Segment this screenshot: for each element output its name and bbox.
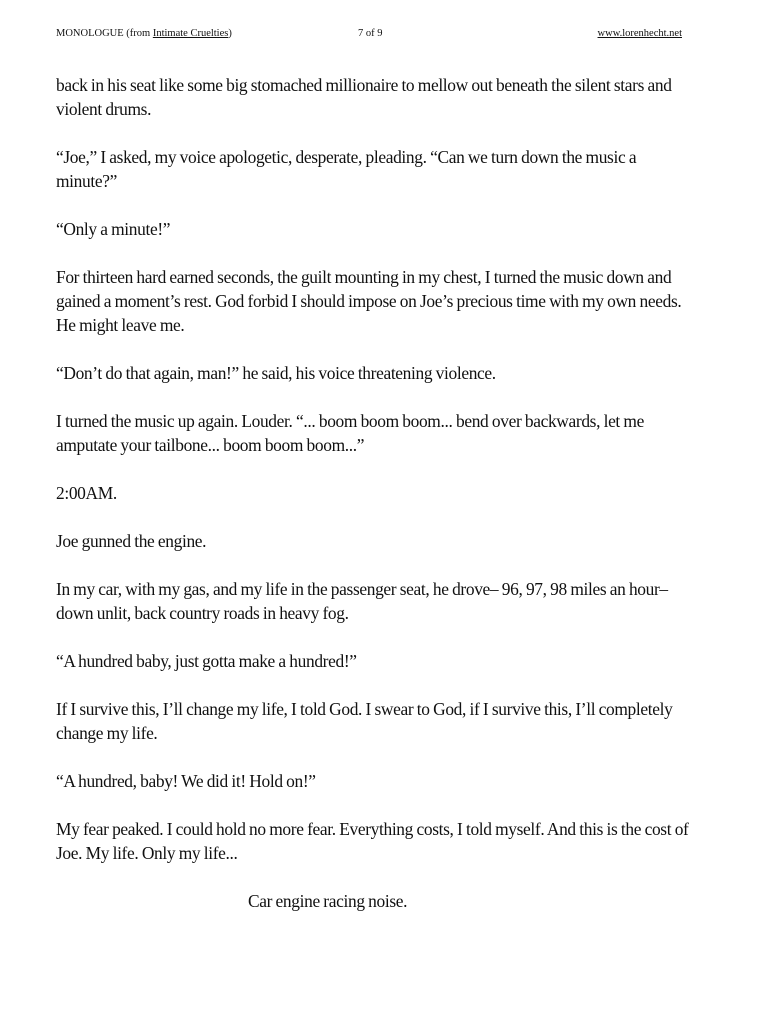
website-link[interactable]: www.lorenhecht.net (597, 28, 682, 39)
paragraph: 2:00AM. (56, 483, 117, 503)
paragraph: If I survive this, I’ll change my life, I told God. I swear to God, if I survive this, I’ll completely change my life. (56, 699, 673, 743)
title-prefix: MONOLOGUE (from (56, 28, 153, 39)
paragraph: “A hundred baby, just gotta make a hundred!” (56, 651, 357, 671)
page-indicator: 7 of 9 (358, 28, 383, 39)
paragraph: I turned the music up again. Louder. “... boom boom boom... bend over backwards, let me amputate your tailbone... boom boom boom...” (56, 411, 644, 455)
page-header (56, 27, 682, 41)
paragraph: For thirteen hard earned seconds, the guilt mounting in my chest, I turned the music down and gained a moment’s rest. God forbid I should impose on Joe’s precious time with my own needs. He might leave me. (56, 267, 682, 335)
paragraph: back in his seat like some big stomached millionaire to mellow out beneath the silent stars and violent drums. (56, 75, 672, 119)
paragraph: “Joe,” I asked, my voice apologetic, desperate, pleading. “Can we turn down the music a minute?” (56, 147, 637, 191)
document-title (56, 27, 232, 41)
paragraph: My fear peaked. I could hold no more fear. Everything costs, I told myself. And this is the cost of Joe. My life. Only my life... (56, 819, 689, 863)
title-suffix: ) (228, 28, 232, 39)
intimate-cruelties-link[interactable]: Intimate Cruelties (152, 28, 229, 39)
paragraph: “Don’t do that again, man!” he said, his voice threatening violence. (56, 363, 496, 383)
paragraph: Joe gunned the engine. (56, 531, 207, 551)
paragraph: “Only a minute!” (56, 219, 171, 239)
paragraph: “A hundred, baby! We did it! Hold on!” (56, 771, 316, 791)
stage-direction: Car engine racing noise. (248, 891, 408, 911)
monologue-body (56, 73, 696, 913)
paragraph: In my car, with my gas, and my life in the passenger seat, he drove– 96, 97, 98 miles an hour– down unlit, back country roads in heavy fog. (56, 579, 668, 623)
